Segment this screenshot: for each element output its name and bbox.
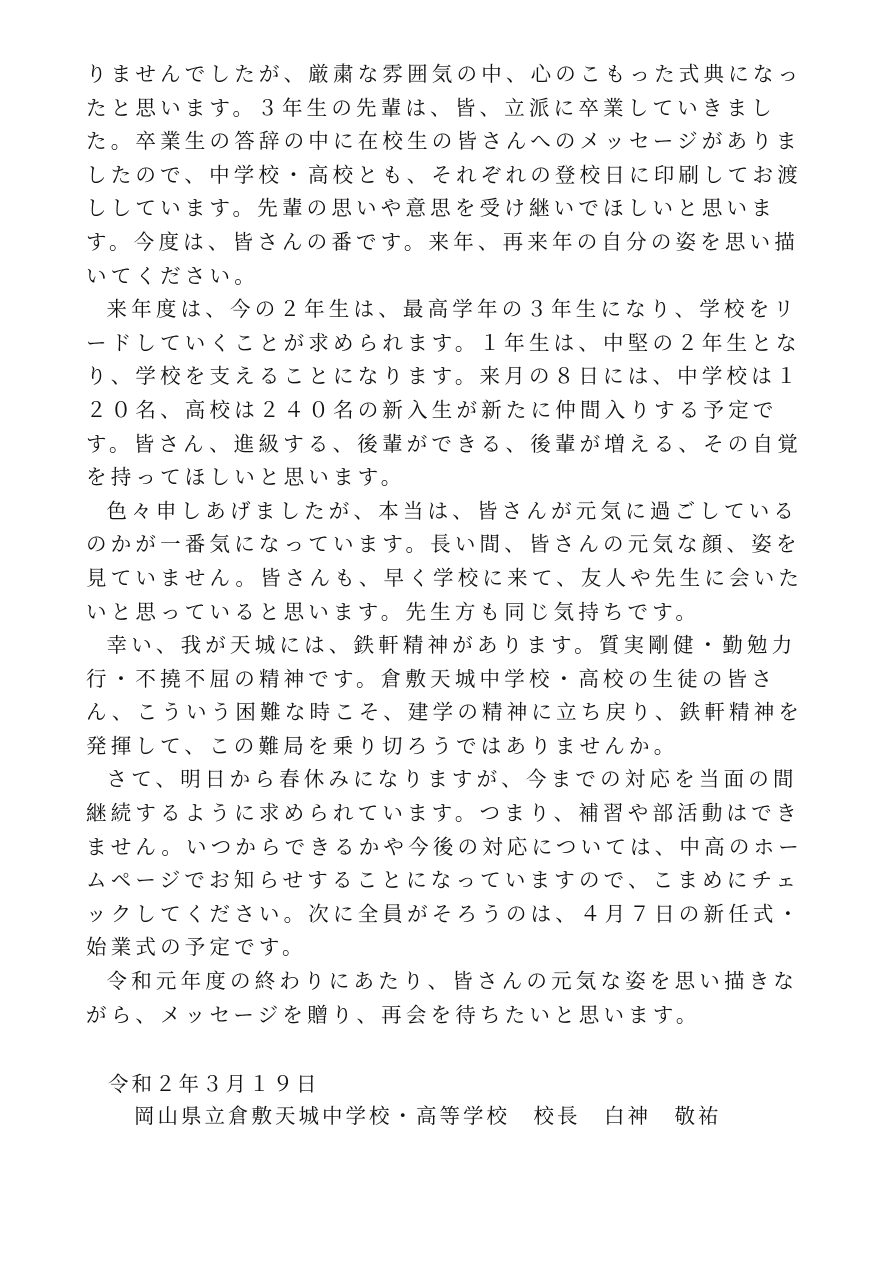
signature-date: 令和２年３月１９日 xyxy=(108,1072,320,1096)
paragraph-5: さて、明日から春休みになりますが、今までの対応を当面の間継続するように求められています。つまり、補習や部活動はできません。いつからできるかや今後の対応については、中高のホームページでお知らせすることになっていますので、こまめにチェックしてください。次に全員がそろうのは、４月７日の新任式・始業式の予定です。 xyxy=(86,767,803,960)
signature-author: 岡山県立倉敷天城中学校・高等学校 校長 白神 敬祐 xyxy=(134,1104,722,1128)
paragraph-3: 色々申しあげましたが、本当は、皆さんが元気に過ごしているのかが一番気になっています。長い間、皆さんの元気な顔、姿を見ていません。皆さんも、早く学校に来て、友人や先生に会いたいと思っていると思います。先生方も同じ気持ちです。 xyxy=(86,498,804,624)
paragraph-2: 来年度は、今の２年生は、最高学年の３年生になり、学校をリードしていくことが求められます。１年生は、中堅の２年生となり、学校を支えることになります。来月の８日には、中学校は１２０名、高校は２４０名の新入生が新たに仲間入りする予定です。皆さん、進級する、後輩ができる、後輩が増える、その自覚を持ってほしいと思います。 xyxy=(86,297,802,490)
paragraph-6: 令和元年度の終わりにあたり、皆さんの元気な姿を思い描きながら、メッセージを贈り、再会を待ちたいと思います。 xyxy=(86,969,799,1027)
paragraph-1: りませんでしたが、厳粛な雰囲気の中、心のこもった式典になったと思います。３年生の先輩は、皆、立派に卒業していきました。卒業生の答辞の中に在校生の皆さんへのメッセージがありましたので、中学校・高校とも、それぞれの登校日に印刷してお渡ししています。先輩の思いや意思を受け継いでほしいと思います。今度は、皆さんの番です。来年、再来年の自分の姿を思い描いてください。 xyxy=(86,62,803,288)
paragraph-4: 幸い、我が天城には、鉄軒精神があります。質実剛健・勤勉力行・不撓不屈の精神です。倉敷天城中学校・高校の生徒の皆さん、こういう困難な時こそ、建学の精神に立ち戻り、鉄軒精神を発揮して、この難局を乗り切ろうではありませんか。 xyxy=(86,633,804,758)
letter-body xyxy=(86,58,816,1032)
